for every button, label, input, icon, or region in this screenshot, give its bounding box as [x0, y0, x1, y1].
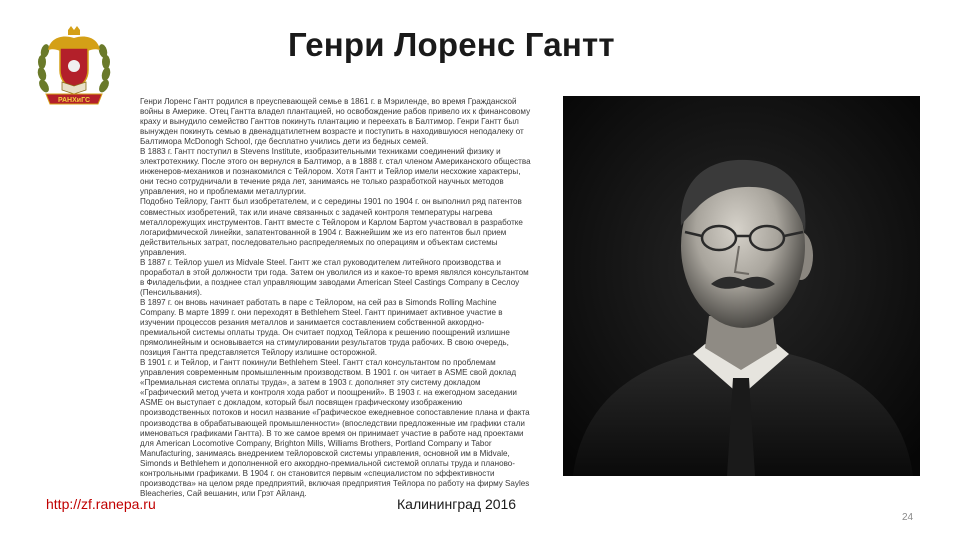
biography-paragraph: В 1883 г. Гантт поступил в Stevens Institute, изобразительными техниками соединений физику и электротехнику. После этого он вернулся в Балтимор, а в 1888 г. стал членом Американского общества инженеров-механиков и познакомился с Тейлором. Хотя Гантт и Тейлор имели несхожие характеры, они тесно сотрудничали в течение ряда лет, занимаясь не только разработкой научных методов управления, но и проблемами металлургии. — [140, 147, 531, 197]
biography-paragraph: В 1887 г. Тейлор ушел из Midvale Steel. Гантт же стал руководителем литейного производства и проработал в этой должности три года. Затем он уволился из и какое-то время являлся консультантом в Филадельфии, а позднее стал управляющим заводами American Steel Castings Company в Сеслоу (Пенсильвания). — [140, 257, 529, 297]
footer-city-year: Калининград 2016 — [397, 496, 517, 512]
biography-paragraph: В 1897 г. он вновь начинает работать в паре с Тейлором, на сей раз в Simonds Rolling Machine Company. В марте 1899 г. они переходят в Bethlehem Steel. Гантт принимает активное участие в изучении процессов резания металлов и занимается составлением собственной аккордно-премиальной системы оплаты труда. Он считает подход Тейлора к решению поощрений излишне прямолинейным и основывается на стимулировании результатов труда рабочих. В свою очередь, позиция Гантта представляется Тейлору излишне осторожной. — [140, 297, 510, 358]
biography-paragraph: Подобно Тейлору, Гантт был изобретателем, и с середины 1901 по 1904 г. он выполнил ряд патентов совместных изобретений, так или иначе связанных с задачей контроля температуры нагрева металлорежущих инструментов. Гантт вместе с Тейлором и Карлом Бартом участвовал в разработке логарифмической линейки, запатентованной в 1904 г. Важнейшим же из его патентов был прием действительных затрат, последовательно распределяемых по операциям и объектам системы управления. — [140, 197, 523, 257]
ranepa-emblem-icon — [36, 24, 112, 110]
slide-title: Генри Лоренс Гантт — [288, 26, 615, 63]
page-number: 24 — [902, 512, 914, 523]
footer-website-link[interactable]: http://zf.ranepa.ru — [46, 496, 156, 512]
biography-paragraph: Генри Лоренс Гантт родился в преуспевающей семье в 1861 г. в Мэриленде, во время Гражданской войны в Америке. Отец Гантта владел плантацией, но освобождение рабов привело их к финансовому краху и вынудило семейство Ганттов покинуть плантацию и переехать в Балтимор. Генри Гантт был вынужден покинуть семью в двенадцатилетнем возрасте и поступить в находившуюся неподалеку от Балтимора McDonogh School, где бесплатно учились дети из бедных семей. — [140, 97, 531, 147]
portrait-photo — [563, 96, 920, 476]
emblem-ribbon-text: РАНХиГС — [57, 97, 91, 104]
biography-text — [140, 97, 532, 517]
biography-paragraph: В 1901 г. и Тейлор, и Гантт покинули Bethlehem Steel. Гантт стал консультантом по проблемам управления современным промышленным производством. В 1901 г. он читает в ASME свой доклад «Премиальная система оплаты труда», а затем в 1903 г. дополняет эту систему докладом «Графический метод учета и контроля хода работ и поощрений». В 1903 г. на ежегодном заседании ASME он выступает с докладом, который был посвящен графическому изображению производственных потоков и носил название «Графическое ежедневное сопоставление плана и факта производства в обрабатывающей промышленности» (впоследствии предложенные им графики стали именоваться графиками Гантта). В то же самое время он принимает участие в работе над проектами для American Locomotive Company, Brighton Mills, Williams Brothers, Portland Company и Tabor Manufacturing, занимаясь внедрением тейлоровской системы управления, основной им в Midvale, Simonds и Bethlehem и дополненной его аккордно-премиальной системой оплаты труда и планово-контрольными графиками. В 1904 г. он становится первым «специалистом по эффективности производства» на целом ряде предприятий, включая предприятия Тейлора по работу на фирму Sayles Bleacheries, Сай вешанин, или Грэт Айланд. — [140, 358, 530, 498]
